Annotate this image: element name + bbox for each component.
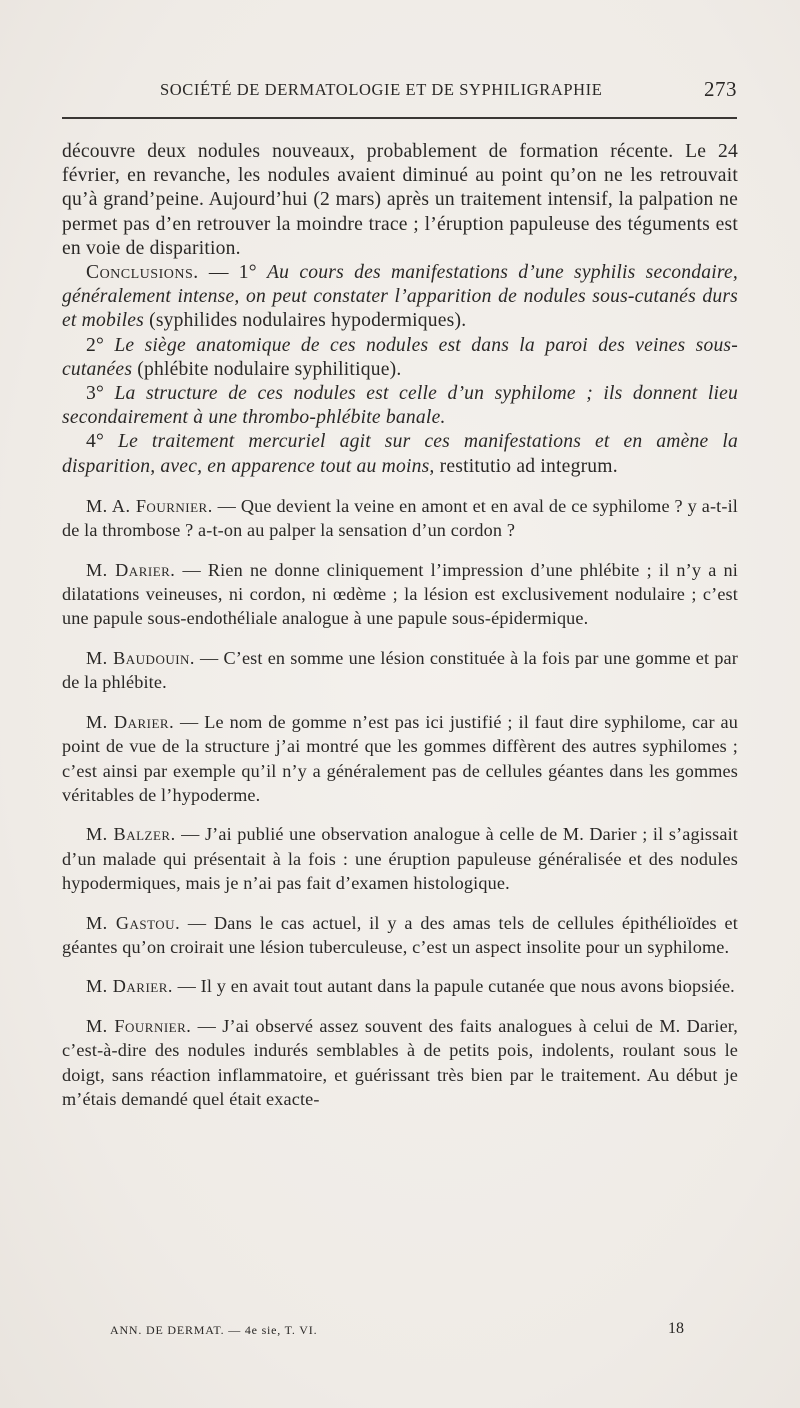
- discussion-paragraph: [62, 558, 738, 631]
- page-footer: [110, 1320, 690, 1342]
- discussion-paragraph: [62, 494, 738, 543]
- running-head: [62, 78, 742, 102]
- speaker-name: M. Darier.: [86, 711, 175, 732]
- speaker-name: M. Darier.: [86, 976, 173, 997]
- header-rule: [62, 117, 737, 119]
- speaker-name: M. A. Fournier.: [86, 495, 213, 516]
- discussion-paragraph: [62, 822, 738, 895]
- body-text: [62, 140, 738, 1111]
- conclusion-2-italic: Le siège anatomique de ces nodules est dans la paroi des veines sous-cutanées: [62, 334, 738, 380]
- conclusions-label: Conclusions.: [86, 262, 199, 284]
- signature-mark: ANN. DE DERMAT. — 4e sie, T. VI.: [110, 1323, 318, 1337]
- speaker-remark: — Dans le cas actuel, il y a des amas tels de cellules épithélioïdes et géantes qu’on croirait une lésion tuberculeuse, c’est un aspect insolite pour un syphilome.: [62, 912, 738, 957]
- speaker-name: M. Fournier.: [86, 1015, 192, 1036]
- discussion: [62, 494, 738, 1112]
- conclusion-3-number: 3°: [86, 383, 115, 405]
- speaker-remark: — C’est en somme une lésion constituée à la fois par une gomme et par de la phlébite.: [62, 647, 738, 693]
- conclusion-4-italic: Le traitement mercuriel agit sur ces manifestations et en amène la disparition, avec, en apparence tout au moins,: [62, 431, 738, 477]
- speaker-name: M. Darier.: [86, 559, 176, 580]
- conclusion-1-rest: (syphilides nodulaires hypodermiques).: [144, 310, 467, 332]
- speaker-remark: — Il y en avait tout autant dans la papule cutanée que nous avons biopsiée.: [172, 976, 735, 997]
- speaker-remark: — Rien ne donne cliniquement l’impression d’une phlébite ; il n’y a ni dilatations veineuses, ni cordon, ni œdème ; la lésion est exclusivement nodulaire ; c’est une papule sous-endothéliale analogue à une papule sous-épidermique.: [62, 559, 738, 629]
- conclusion-3-italic: La structure de ces nodules est celle d’un syphilome ; ils donnent lieu secondairement à une thrombo-phlébite banale.: [62, 383, 738, 429]
- conclusion-4-number: 4°: [86, 431, 118, 453]
- speaker-remark: — Que devient la veine en amont et en aval de ce syphilome ? y a-t-il de la thrombose ? a-t-on au palper la sensation d’un cordon ?: [62, 495, 738, 541]
- discussion-paragraph: [62, 710, 738, 808]
- speaker-remark: — J’ai publié une observation analogue à celle de M. Darier ; il s’agissait d’un malade qui présentait à la fois : une éruption papuleuse généralisée et des nodules hypodermiques, mais je n’ai pas fait d’examen histologique.: [62, 824, 739, 894]
- paragraph-text: découvre deux nodules nouveaux, probablement de formation récente. Le 24 février, en revanche, les nodules avaient diminué au point qu’on ne les retrouvait qu’à grand’peine. Aujourd’hui (2 mars) après un traitement intensif, la palpation ne permet pas d’en retrouver la moindre trace ; l’éruption papuleuse des téguments est en voie de disparition.: [62, 141, 738, 259]
- conclusion-3: [62, 382, 738, 430]
- speaker-name: M. Gastou.: [86, 912, 181, 933]
- conclusion-2-number: 2°: [86, 334, 115, 356]
- conclusion-1: [62, 261, 738, 334]
- discussion-paragraph: [62, 911, 738, 960]
- sheet-number: 18: [668, 1320, 684, 1337]
- speaker-name: M. Baudouin.: [86, 647, 195, 668]
- conclusion-1-italic: Au cours des manifestations d’une syphilis secondaire, généralement intense, on peut constater l’apparition de nodules sous-cutanés durs et mobiles: [62, 262, 739, 332]
- speaker-name: M. Balzer.: [86, 824, 176, 845]
- conclusion-4: [62, 430, 738, 478]
- conclusion-4-rest: restitutio ad integrum.: [434, 455, 618, 477]
- page-number: 273: [704, 77, 737, 101]
- paragraph-continuation: [62, 140, 738, 261]
- discussion-paragraph: [62, 974, 738, 998]
- conclusion-2: [62, 334, 738, 382]
- discussion-paragraph: [62, 1014, 738, 1112]
- speaker-remark: — Le nom de gomme n’est pas ici justifié ; il faut dire syphilome, car au point de vue de la structure j’ai montré que les gommes diffèrent des autres syphilomes ; c’est ainsi par exemple qu’il n’y a généralement pas de cellules géantes dans les gommes véritables de l’hypoderme.: [62, 711, 739, 805]
- conclusion-2-rest: (phlébite nodulaire syphilitique).: [132, 358, 402, 380]
- conclusion-1-number: — 1°: [198, 262, 268, 284]
- running-title: SOCIÉTÉ DE DERMATOLOGIE ET DE SYPHILIGRAPHIE: [160, 80, 603, 99]
- speaker-remark: — J’ai observé assez souvent des faits analogues à celui de M. Darier, c’est-à-dire des nodules indurés semblables à de petits pois, indolents, roulant sous le doigt, sans réaction inflammatoire, et guérissant très bien par le traitement. Au début je m’étais demandé quel était exacte-: [62, 1015, 738, 1109]
- discussion-paragraph: [62, 646, 738, 695]
